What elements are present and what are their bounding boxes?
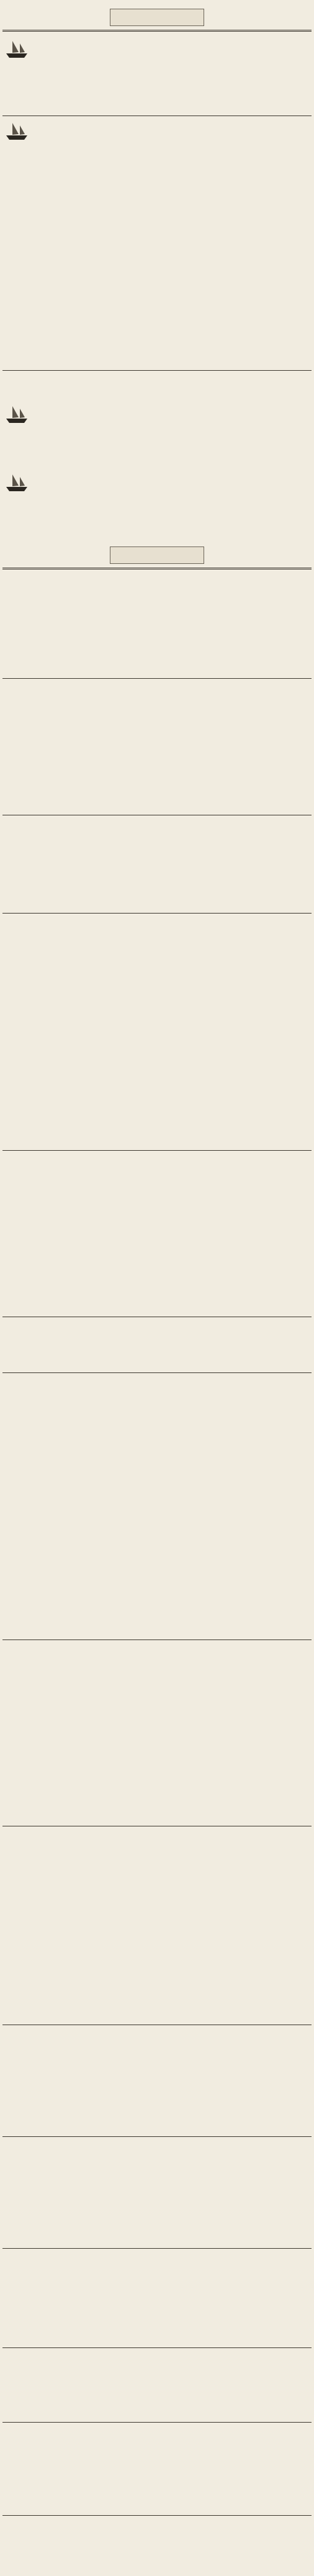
notice-divider (2, 1372, 312, 1373)
notice-divider (2, 370, 312, 371)
section-rule (2, 568, 312, 569)
notice-divider (2, 678, 312, 679)
section-rule (2, 30, 312, 32)
notice-divider (2, 2347, 312, 2348)
notice-divider (2, 913, 312, 914)
notice-divider (2, 2248, 312, 2249)
section-banner-panel (110, 9, 204, 26)
notice-divider (2, 1639, 312, 1640)
section-banner-shipping (2, 9, 312, 26)
ship-woodcut-icon (4, 39, 30, 60)
section-banner-panel (110, 546, 204, 564)
ship-woodcut-icon (4, 472, 30, 493)
ship-woodcut-icon (4, 404, 30, 425)
ship-woodcut-icon (4, 120, 30, 142)
notice-divider (2, 2136, 312, 2137)
section-banner-houses-and-land (2, 546, 312, 564)
notice-divider (2, 2422, 312, 2423)
advertisement-column (2, 0, 312, 2576)
notice-divider (2, 2515, 312, 2516)
notice-divider (2, 1150, 312, 1151)
